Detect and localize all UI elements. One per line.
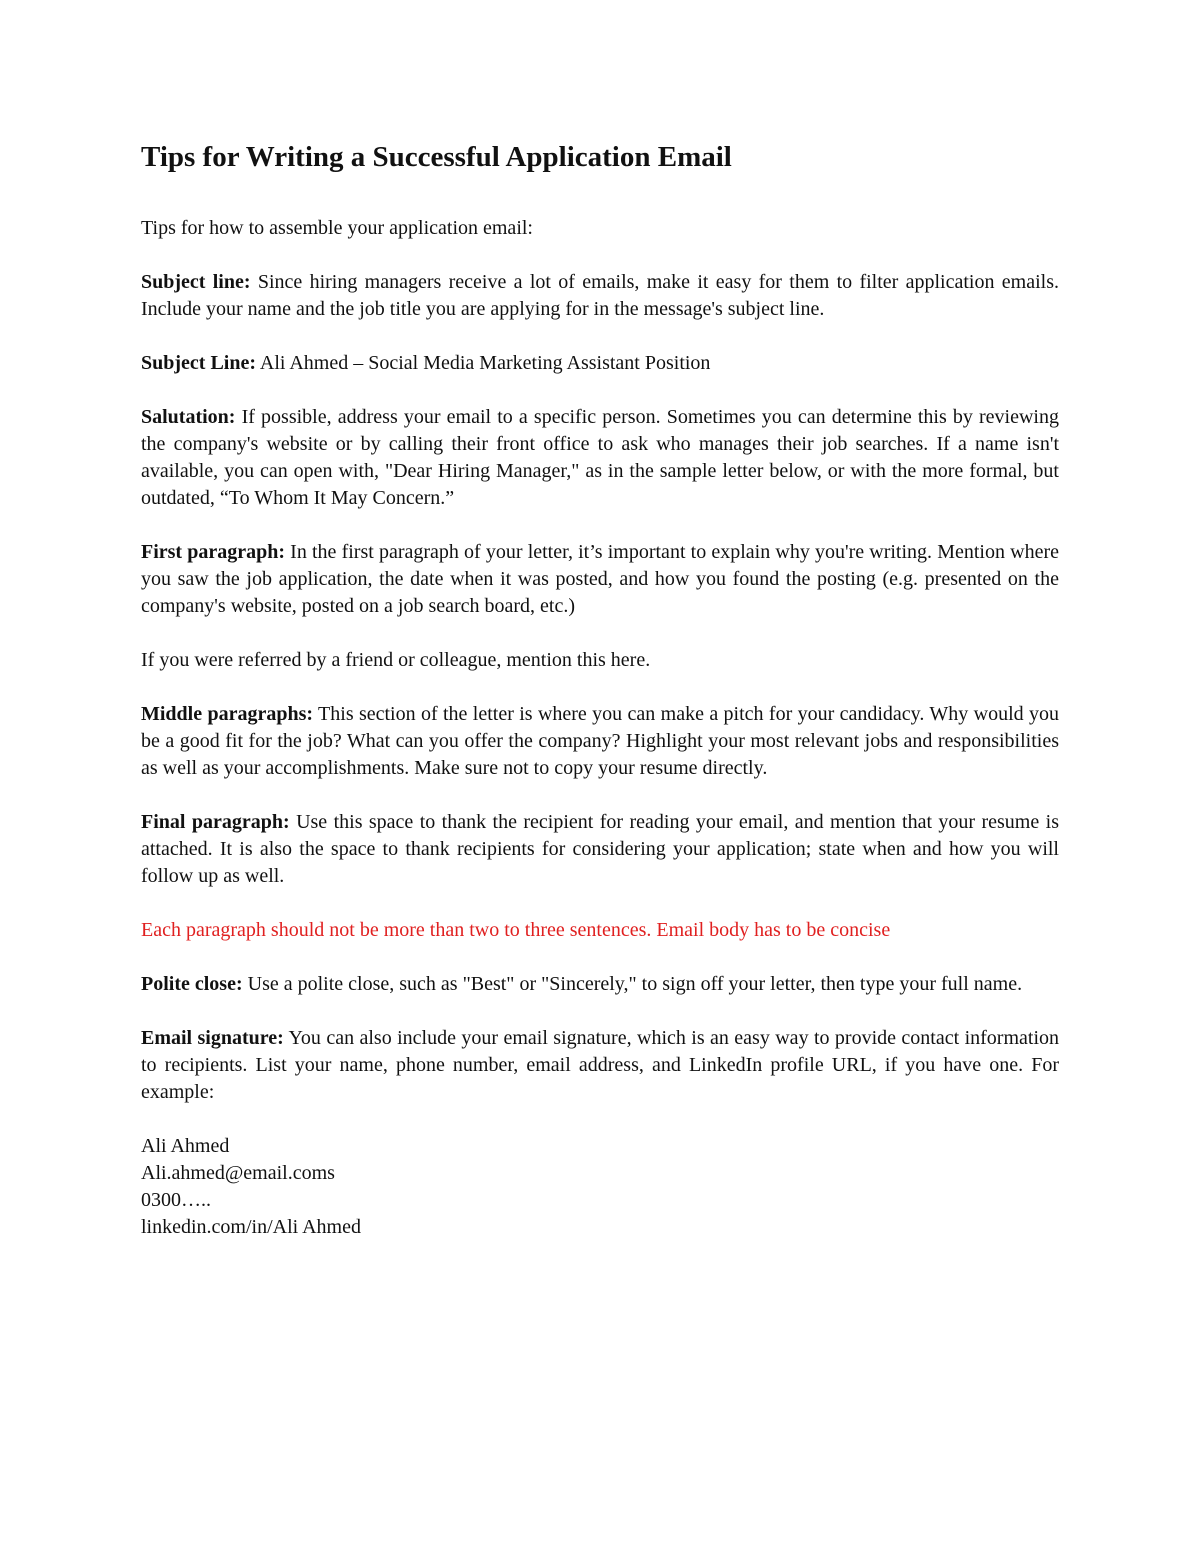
subject-line-example	[141, 350, 1059, 377]
email-signature-text: You can also include your email signature, which is an easy way to provide contact information to recipients. List your name, phone number, email address, and LinkedIn profile URL, if you have one. For example:	[141, 1026, 1059, 1103]
first-paragraph-tip	[141, 539, 1059, 620]
subject-line-example-label: Subject Line:	[141, 351, 256, 374]
first-paragraph-label: First paragraph:	[141, 540, 286, 563]
document-title: Tips for Writing a Successful Application Email	[141, 141, 732, 173]
polite-close-label: Polite close:	[141, 972, 243, 995]
subject-line-example-text: Ali Ahmed – Social Media Marketing Assistant Position	[256, 351, 711, 374]
middle-paragraphs-tip	[141, 701, 1059, 782]
document-page	[141, 140, 1059, 1241]
signature-email: Ali.ahmed@email.coms	[141, 1161, 335, 1184]
salutation-tip	[141, 404, 1059, 512]
final-paragraph-label: Final paragraph:	[141, 810, 290, 833]
signature-linkedin: linkedin.com/in/Ali Ahmed	[141, 1215, 361, 1238]
referral-note: If you were referred by a friend or colleague, mention this here.	[141, 648, 651, 671]
middle-paragraphs-label: Middle paragraphs:	[141, 702, 314, 725]
subject-line-tip-label: Subject line:	[141, 270, 251, 293]
polite-close-text: Use a polite close, such as "Best" or "Sincerely," to sign off your letter, then type your full name.	[242, 972, 1023, 995]
subject-line-tip	[141, 269, 1059, 323]
signature-example	[141, 1133, 1059, 1241]
signature-phone: 0300…..	[141, 1188, 211, 1211]
signature-name: Ali Ahmed	[141, 1134, 230, 1157]
salutation-text: If possible, address your email to a specific person. Sometimes you can determine this by reviewing the company's website or by calling their front office to ask who manages their job searches. If a name isn't available, you can open with, "Dear Hiring Manager," as in the sample letter below, or with the more formal, but outdated, “To Whom It May Concern.”	[141, 405, 1059, 509]
intro-paragraph: Tips for how to assemble your application email:	[141, 216, 533, 239]
middle-paragraphs-text: This section of the letter is where you can make a pitch for your candidacy. Why would you be a good fit for the job? What can you offer the company? Highlight your most relevant jobs and responsibilities as well as your accomplishments. Make sure not to copy your resume directly.	[141, 702, 1059, 779]
first-paragraph-text: In the first paragraph of your letter, it’s important to explain why you're writing. Mention where you saw the job application, the date when it was posted, and how you found the posting (e.g. presented on the company's website, posted on a job search board, etc.)	[141, 540, 1059, 617]
subject-line-tip-text: Since hiring managers receive a lot of emails, make it easy for them to filter application emails. Include your name and the job title you are applying for in the message's subject line.	[141, 270, 1059, 320]
conciseness-note: Each paragraph should not be more than two to three sentences. Email body has to be concise	[141, 918, 891, 941]
email-signature-label: Email signature:	[141, 1026, 284, 1049]
salutation-label: Salutation:	[141, 405, 236, 428]
final-paragraph-tip	[141, 809, 1059, 890]
final-paragraph-text: Use this space to thank the recipient for reading your email, and mention that your resume is attached. It is also the space to thank recipients for considering your application; state when and how you will follow up as well.	[141, 810, 1059, 887]
polite-close-tip	[141, 971, 1059, 998]
email-signature-tip	[141, 1025, 1059, 1106]
